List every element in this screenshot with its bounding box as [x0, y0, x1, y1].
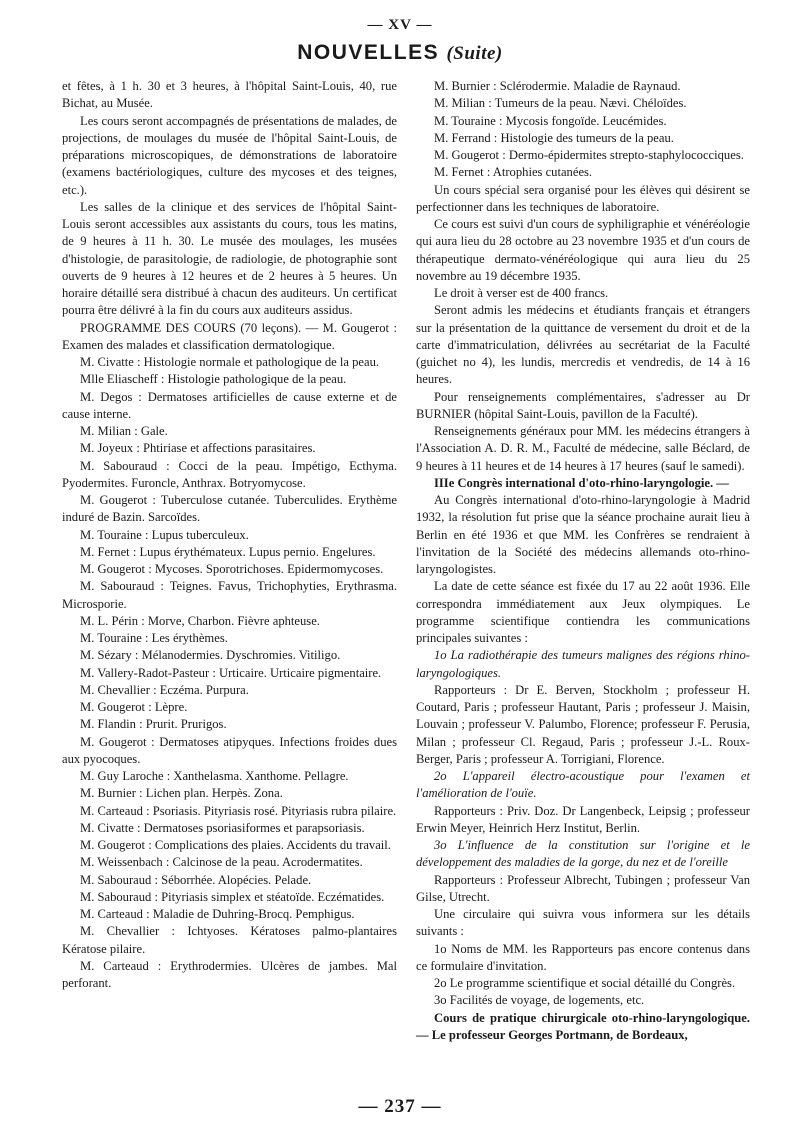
paragraph: M. Burnier : Lichen plan. Herpès. Zona.	[80, 786, 283, 801]
paragraph: M. Vallery-Radot-Pasteur : Urticaire. Urticaire pigmentaire.	[80, 665, 382, 680]
paragraph: Une circulaire qui suivra vous informera sur les détails suivants :	[416, 907, 750, 939]
page-number: — 237 —	[358, 1096, 442, 1117]
title-suffix: (Suite)	[446, 43, 503, 64]
roman-page-number: — XV —	[367, 17, 433, 33]
paragraph: Renseignements généraux pour MM. les médecins étrangers à l'Association A. D. R. M., Faculté de médecine, salle Béclard, de 9 heures à 11 heures et de 14 heures à 17 heures (sauf le samedi).	[416, 424, 750, 473]
paragraph: M. Carteaud : Erythrodermies. Ulcères de jambes. Mal perforant.	[62, 958, 397, 990]
paragraph: Au Congrès international d'oto-rhino-laryngologie à Madrid 1932, la résolution fut prise que la séance prochaine aurait lieu à Berlin en été 1936 et que MM. les Confrères se rendraient à l'invitation de la Société des médecins allemands oto-rhino-laryngologistes.	[416, 493, 750, 576]
paragraph: M. Chevallier : Eczéma. Purpura.	[80, 682, 249, 697]
paragraph: Pour renseignements complémentaires, s'adresser au Dr BURNIER (hôpital Saint-Louis, pavillon de la Faculté).	[416, 389, 750, 421]
paragraph: 1o La radiothérapie des tumeurs malignes des régions rhino-laryngologiques.	[416, 648, 750, 680]
paragraph: Un cours spécial sera organisé pour les élèves qui désirent se perfectionner dans les techniques de laboratoire.	[416, 182, 750, 214]
paragraph: M. Burnier : Sclérodermie. Maladie de Raynaud.	[434, 79, 681, 93]
paragraph: M. Touraine : Mycosis fongoïde. Leucémides.	[434, 113, 667, 128]
paragraph: M. Flandin : Prurit. Prurigos.	[80, 717, 227, 732]
paragraph: M. Civatte : Histologie normale et pathologique de la peau.	[80, 355, 380, 369]
paragraph: M. Gougerot : Lèpre.	[80, 700, 188, 714]
paragraph: M. Gougerot : Mycoses. Sporotrichoses. Epidermomycoses.	[80, 562, 384, 576]
paragraph: M. Fernet : Lupus érythémateux. Lupus pernio. Engelures.	[80, 544, 376, 559]
paragraph: M. L. Périn : Morve, Charbon. Fièvre aphteuse.	[80, 613, 320, 628]
paragraph: M. Touraine : Les érythèmes.	[80, 631, 228, 645]
paragraph: Cours de pratique chirurgicale oto-rhino-laryngologique. — Le professeur Georges Portmann, de Bordeaux,	[416, 1010, 750, 1042]
paragraph: M. Ferrand : Histologie des tumeurs de la peau.	[434, 130, 674, 145]
paragraph: M. Fernet : Atrophies cutanées.	[434, 165, 593, 180]
title-text: NOUVELLES	[297, 41, 440, 64]
paragraph: M. Weissenbach : Calcinose de la peau. Acrodermatites.	[80, 855, 363, 870]
paragraph: Le droit à verser est de 400 francs.	[434, 286, 609, 300]
paragraph: M. Degos : Dermatoses artificielles de cause externe et de cause interne.	[62, 389, 397, 421]
paragraph: 2o L'appareil électro-acoustique pour l'examen et l'amélioration de l'ouïe.	[416, 769, 750, 801]
paragraph: 2o Le programme scientifique et social détaillé du Congrès.	[434, 976, 736, 990]
paragraph: 1o Noms de MM. les Rapporteurs pas encore contenus dans ce formulaire d'invitation.	[416, 941, 750, 973]
paragraph: M. Sézary : Mélanodermies. Dyschromies. Vitiligo.	[80, 648, 341, 663]
right-column	[416, 78, 750, 1044]
paragraph: Mlle Eliascheff : Histologie pathologique de la peau.	[80, 372, 347, 387]
paragraph: IIIe Congrès international d'oto-rhino-laryngologie. —	[434, 475, 729, 490]
paragraph: M. Guy Laroche : Xanthelasma. Xanthome. Pellagre.	[80, 769, 349, 783]
paragraph: M. Gougerot : Dermo-épidermites strepto-staphylococciques.	[434, 148, 744, 162]
paragraph: et fêtes, à 1 h. 30 et 3 heures, à l'hôpital Saint-Louis, 40, rue Bichat, au Musée.	[62, 79, 397, 111]
paragraph: 3o L'influence de la constitution sur l'origine et le développement des maladies de la gorge, du nez et de l'oreille	[416, 838, 750, 870]
paragraph: Rapporteurs : Priv. Doz. Dr Langenbeck, Leipsig ; professeur Erwin Meyer, Heinrich Herz Institut, Berlin.	[416, 803, 750, 835]
paragraph: M. Gougerot : Complications des plaies. Accidents du travail.	[80, 838, 391, 852]
paragraph: La date de cette séance est fixée du 17 au 22 août 1936. Elle correspondra immédiatement aux Jeux olympiques. Le programme scientifique contiendra les communications principales suivantes :	[416, 579, 750, 645]
paragraph: M. Joyeux : Phtiriase et affections parasitaires.	[80, 441, 316, 456]
paragraph: Les salles de la clinique et des services de l'hôpital Saint-Louis seront accessibles aux assistants du cours, tous les matins, de 9 heures à 11 h. 30. Le musée des moulages, les musées d'histologie, de parasitologie, de radiologie, de photographie sont ouverts de 9 heures à 12 heures et de 2 heures à 5 heures. Un horaire détaillé sera distribué à chacun des auditeurs. Un certificat pourra être délivré à la fin du cours aux auditeurs assidus.	[62, 199, 397, 318]
paragraph: Rapporteurs : Professeur Albrecht, Tubingen ; professeur Van Gilse, Utrecht.	[416, 872, 750, 904]
paragraph: PROGRAMME DES COURS (70 leçons). — M. Gougerot : Examen des malades et classification dermatologique.	[62, 320, 397, 352]
paragraph: M. Carteaud : Psoriasis. Pityriasis rosé. Pityriasis rubra pilaire.	[80, 803, 397, 818]
paragraph: 3o Facilités de voyage, de logements, etc.	[434, 993, 645, 1008]
paragraph: Rapporteurs : Dr E. Berven, Stockholm ; professeur H. Coutard, Paris ; professeur Hautant, Paris ; professeur J. Maisin, Louvain ; professeur V. Palumbo, Florence; professeur F. Perusia, Milan ; professeur Cl. Regaud, Paris ; professeur J.-L. Roux-Berger, Paris ; professeur A. Torrigiani, Florence.	[416, 682, 750, 766]
paragraph: M. Chevallier : Ichtyoses. Kératoses palmo-plantaires Kératose pilaire.	[62, 924, 397, 956]
left-column	[62, 78, 397, 992]
paragraph: M. Civatte : Dermatoses psoriasiformes et parapsoriasis.	[80, 820, 365, 835]
paragraph: M. Sabouraud : Séborrhée. Alopécies. Pelade.	[80, 872, 312, 887]
paragraph: Ce cours est suivi d'un cours de syphiligraphie et vénéréologie qui aura lieu du 28 octobre au 23 novembre 1935 et d'un cours de thérapeutique dermato-vénéréologique qui aura lieu du 25 novembre au 19 décembre 1935.	[416, 217, 750, 283]
paragraph: Les cours seront accompagnés de présentations de malades, de projections, de moulages du musée de l'hôpital Saint-Louis, de préparations microscopiques, de démonstrations de laboratoire (examens bactériologiques, culture des mycoses et des teignes, etc.).	[62, 113, 397, 197]
paragraph: M. Sabouraud : Cocci de la peau. Impétigo, Ecthyma. Pyodermites. Furoncle, Anthrax. Botryomycose.	[62, 458, 397, 490]
paragraph: M. Milian : Gale.	[80, 424, 168, 438]
paragraph: M. Milian : Tumeurs de la peau. Nævi. Chéloïdes.	[434, 96, 687, 111]
paragraph: Seront admis les médecins et étudiants français et étrangers sur la présentation de la quittance de versement du droit et de la carte d'immatriculation, délivrées au secrétariat de la Faculté (guichet no 4), les lundis, mercredis et vendredis, de 14 à 16 heures.	[416, 303, 750, 387]
paragraph: M. Carteaud : Maladie de Duhring-Brocq. Pemphigus.	[80, 907, 355, 921]
paragraph: M. Touraine : Lupus tuberculeux.	[80, 527, 249, 542]
paragraph: M. Gougerot : Tuberculose cutanée. Tuberculides. Erythème induré de Bazin. Sarcoïdes.	[62, 493, 397, 525]
paragraph: M. Sabouraud : Teignes. Favus, Trichophyties, Erythrasma. Microsporie.	[62, 579, 397, 611]
page-title	[0, 41, 800, 65]
paragraph: M. Sabouraud : Pityriasis simplex et stéatoïde. Eczématides.	[80, 889, 385, 904]
paragraph: M. Gougerot : Dermatoses atipyques. Infections froides dues aux pyocoques.	[62, 734, 397, 766]
